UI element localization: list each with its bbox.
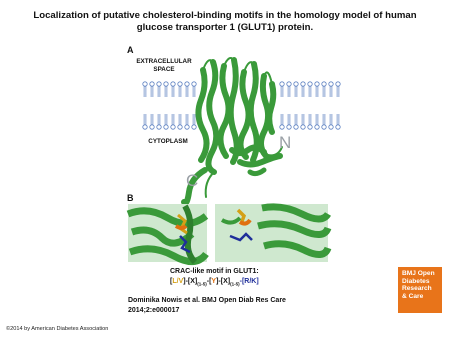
lipid-molecule: [315, 82, 319, 97]
figure-title: Localization of putative cholesterol-binding motifs in the homology model of human glucose transporter 1 (GLUT1) protein.: [33, 10, 417, 33]
lipid-molecule: [322, 82, 326, 97]
cytoplasm-label: CYTOPLASM: [148, 138, 188, 145]
n-terminus-label: N: [279, 133, 292, 152]
logo-line1: BMJ Open: [402, 270, 435, 277]
lipid-molecule: [308, 114, 312, 129]
lipid-molecule: [164, 82, 168, 97]
panel-b-label: B: [127, 193, 134, 203]
lipid-molecule: [164, 114, 168, 129]
lipid-molecule: [329, 82, 333, 97]
crac-motif-caption: [170, 267, 259, 289]
crac-sub2: (1-5): [230, 281, 240, 287]
c-terminus-label: C: [186, 171, 199, 190]
lipid-molecule: [336, 82, 340, 97]
lipid-molecule: [171, 114, 175, 129]
crac-motif-sequence: [170, 277, 259, 289]
lipid-molecule: [143, 82, 147, 97]
lipid-molecule: [315, 114, 319, 129]
citation-line2: 2014;2:e000017: [128, 306, 180, 314]
extracellular-space-label: [136, 58, 192, 74]
lipid-molecule: [294, 82, 298, 97]
lipid-molecule: [143, 114, 147, 129]
lipid-molecule: [280, 82, 284, 97]
lipid-molecule: [157, 82, 161, 97]
lipid-molecule: [178, 114, 182, 129]
lipid-molecule: [308, 82, 312, 97]
crac-seg1: ]-[X]: [183, 278, 198, 285]
lipid-molecule: [192, 114, 196, 129]
lipid-molecule: [192, 82, 196, 97]
crac-seg2: -[: [206, 278, 212, 285]
lipid-molecule: [336, 114, 340, 129]
citation-line1: Dominika Nowis et al. BMJ Open Diab Res Care: [128, 297, 286, 304]
logo-line2: Diabetes: [402, 277, 430, 285]
lipid-molecule: [294, 114, 298, 129]
copyright-notice: ©2014 by American Diabetes Association: [6, 326, 109, 332]
crac-seg3: ]-[X]: [216, 278, 231, 285]
lipid-molecule: [329, 114, 333, 129]
lipid-molecule: [150, 114, 154, 129]
lipid-molecule: [157, 114, 161, 129]
left-membrane-bilayer: [143, 82, 196, 129]
lipid-molecule: [322, 114, 326, 129]
citation: [128, 296, 286, 315]
lipid-molecule: [301, 114, 305, 129]
lipid-molecule: [185, 82, 189, 97]
extracellular-label-line2: SPACE: [153, 66, 175, 73]
lipid-molecule: [280, 114, 284, 129]
lipid-molecule: [185, 114, 189, 129]
logo-line4: & Care: [402, 292, 424, 300]
crac-lv: L/V: [172, 278, 184, 285]
panel-b-left-image: [128, 204, 207, 262]
crac-sub1: (1-5): [197, 281, 207, 287]
crac-y: Y: [211, 278, 217, 285]
lipid-molecule: [301, 82, 305, 97]
extracellular-label-line1: EXTRACELLULAR: [136, 58, 192, 65]
lipid-molecule: [287, 82, 291, 97]
lipid-molecule: [150, 82, 154, 97]
glut1-protein-model: [184, 58, 282, 203]
right-membrane-bilayer: [280, 82, 340, 129]
panel-a-label: A: [127, 45, 134, 55]
crac-heading: CRAC-like motif in GLUT1:: [170, 268, 259, 275]
logo-line3: Research: [402, 285, 432, 293]
crac-seg4: -[R/K]: [239, 278, 259, 285]
panel-b-right-image: [215, 204, 328, 262]
lipid-molecule: [171, 82, 175, 97]
crac-open-bracket: [: [170, 278, 173, 285]
journal-logo: [398, 267, 442, 313]
lipid-molecule: [287, 114, 291, 129]
lipid-molecule: [178, 82, 182, 97]
